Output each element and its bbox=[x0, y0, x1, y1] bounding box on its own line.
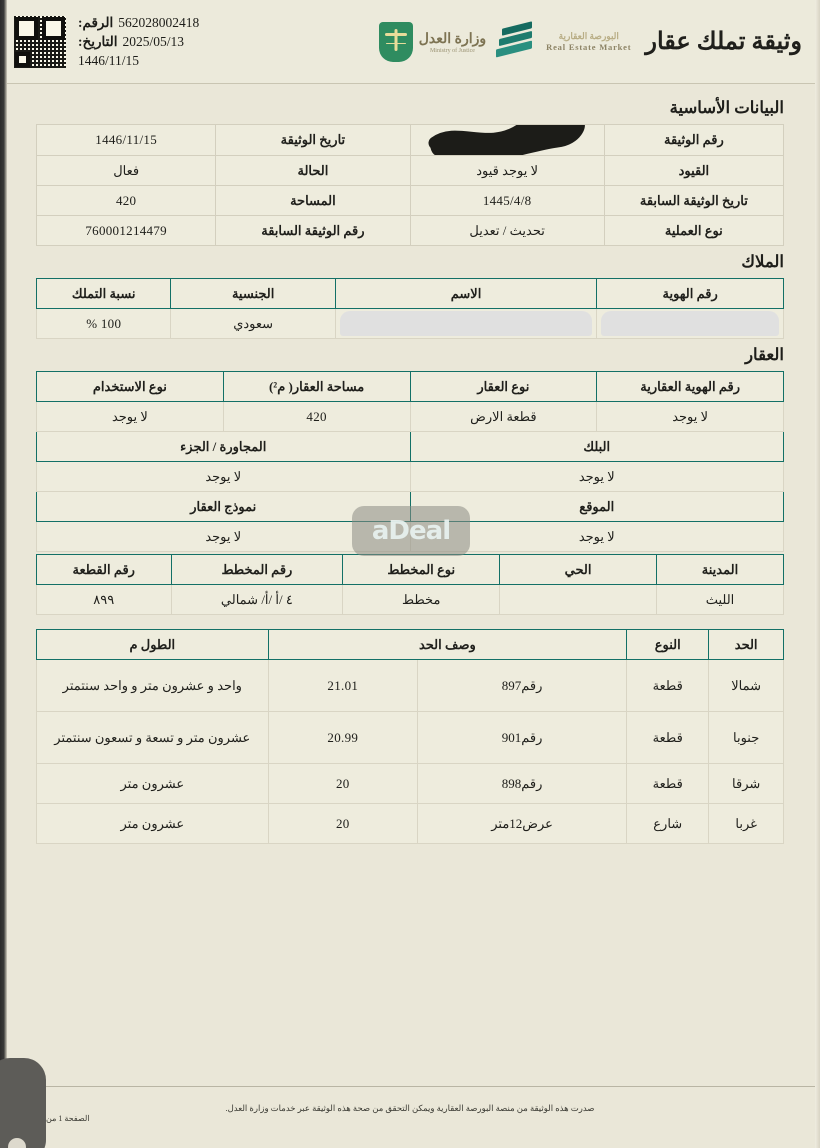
property-header-location: الموقع bbox=[410, 492, 784, 522]
rem-logo-en: Real Estate Market bbox=[546, 41, 632, 52]
real-estate-market-logo bbox=[546, 32, 631, 52]
doc-date-label: التاريخ: bbox=[78, 33, 118, 49]
basic-value-restrictions: لا يوجد قيود bbox=[410, 156, 604, 186]
overlay-handle-dot[interactable] bbox=[8, 1138, 26, 1148]
section-title-owners: الملاك bbox=[741, 252, 784, 271]
plan-value-plan-type: مخطط bbox=[343, 585, 500, 615]
bounds-type-west: شارع bbox=[627, 804, 709, 844]
property-value-area: 420 bbox=[223, 402, 410, 432]
section-title-basic: البيانات الأساسية bbox=[669, 98, 784, 117]
owners-header-name: الاسم bbox=[335, 279, 596, 309]
basic-label-doc-number: رقم الوثيقة bbox=[604, 125, 783, 156]
owners-header-nationality: الجنسية bbox=[171, 279, 335, 309]
property-header-type: نوع العقار bbox=[410, 372, 597, 402]
table-header-row bbox=[37, 492, 784, 522]
plan-header-plan-number: رقم المخطط bbox=[171, 555, 343, 585]
bounds-length-text-west: عشرون متر bbox=[37, 804, 269, 844]
header-title-logos bbox=[379, 21, 802, 63]
bounds-desc-north: رقم897 bbox=[418, 660, 627, 712]
bounds-length-text-east: عشرون متر bbox=[37, 764, 269, 804]
plan-value-city: الليث bbox=[657, 585, 784, 615]
table-header-row bbox=[37, 555, 784, 585]
property-header-area: مساحة العقار( م²) bbox=[223, 372, 410, 402]
moj-logo-en: Ministry of Justice bbox=[429, 47, 475, 54]
table-row bbox=[37, 585, 784, 615]
bounds-length-west: 20 bbox=[268, 804, 417, 844]
bounds-side-east: شرقا bbox=[709, 764, 784, 804]
bounds-header-length: الطول م bbox=[37, 630, 269, 660]
basic-label-prev-doc-number: رقم الوثيقة السابقة bbox=[216, 216, 410, 246]
bounds-header-desc: وصف الحد bbox=[268, 630, 627, 660]
property-header-usage: نوع الاستخدام bbox=[37, 372, 224, 402]
property-header-real-estate-id: رقم الهوية العقارية bbox=[597, 372, 784, 402]
plan-header-district: الحي bbox=[500, 555, 657, 585]
bounds-length-north: 21.01 bbox=[268, 660, 417, 712]
basic-data-table bbox=[36, 124, 784, 246]
basic-label-doc-date: تاريخ الوثيقة bbox=[216, 125, 410, 156]
table-row bbox=[37, 216, 784, 246]
bounds-side-south: جنوبا bbox=[709, 712, 784, 764]
bounds-header-side: الحد bbox=[709, 630, 784, 660]
table-row bbox=[37, 804, 784, 844]
property-value-model: لا يوجد bbox=[37, 522, 411, 552]
basic-value-prev-doc-date: 1445/4/8 bbox=[410, 186, 604, 216]
table-row bbox=[37, 186, 784, 216]
basic-label-prev-doc-date: تاريخ الوثيقة السابقة bbox=[604, 186, 783, 216]
property-header-neighborhood-part: المجاورة / الجزء bbox=[37, 432, 411, 462]
basic-label-operation-type: نوع العملية bbox=[604, 216, 783, 246]
plan-header-city: المدينة bbox=[657, 555, 784, 585]
table-row bbox=[37, 660, 784, 712]
table-row bbox=[37, 522, 784, 552]
bounds-desc-east: رقم898 bbox=[418, 764, 627, 804]
section-title-property: العقار bbox=[745, 345, 784, 364]
bounds-header-type: النوع bbox=[627, 630, 709, 660]
basic-value-doc-date: 1446/11/15 bbox=[37, 125, 216, 156]
doc-date-hijri: 1446/11/15 bbox=[78, 53, 140, 69]
header-meta-qr bbox=[14, 13, 199, 70]
table-header-row bbox=[37, 630, 784, 660]
bounds-length-east: 20 bbox=[268, 764, 417, 804]
owners-value-name bbox=[335, 309, 596, 339]
bounds-length-text-south: عشرون متر و تسعة و تسعون سنتمتر bbox=[37, 712, 269, 764]
bounds-type-south: قطعة bbox=[627, 712, 709, 764]
doc-number-value: 562028002418 bbox=[118, 14, 200, 30]
doc-date-gregorian: 2025/05/13 bbox=[122, 33, 185, 49]
property-value-location: لا يوجد bbox=[410, 522, 784, 552]
property-value-neighborhood-part: لا يوجد bbox=[37, 462, 411, 492]
basic-label-area: المساحة bbox=[216, 186, 410, 216]
plan-table bbox=[36, 554, 784, 615]
page-title: وثيقة تملك عقار bbox=[645, 29, 802, 55]
table-header-row bbox=[37, 279, 784, 309]
bounds-desc-west: عرض12متر bbox=[418, 804, 627, 844]
redaction-block-name bbox=[340, 311, 592, 336]
basic-value-prev-doc-number: 760001214479 bbox=[37, 216, 216, 246]
watermark-text: aDeal bbox=[371, 516, 451, 546]
screen-right-bezel bbox=[815, 0, 820, 1148]
owners-table bbox=[36, 278, 784, 339]
owners-value-share: 100 % bbox=[37, 309, 171, 339]
property-table bbox=[36, 371, 784, 552]
doc-number-label: الرقم: bbox=[78, 14, 114, 30]
owners-header-id: رقم الهوية bbox=[597, 279, 784, 309]
header-logos bbox=[379, 21, 632, 63]
table-row bbox=[37, 156, 784, 186]
bounds-type-east: قطعة bbox=[627, 764, 709, 804]
boundaries-table bbox=[36, 629, 784, 844]
basic-label-restrictions: القيود bbox=[604, 156, 783, 186]
basic-value-area: 420 bbox=[37, 186, 216, 216]
basic-value-operation-type: تحديث / تعديل bbox=[410, 216, 604, 246]
bounds-length-south: 20.99 bbox=[268, 712, 417, 764]
table-row bbox=[37, 402, 784, 432]
basic-label-status: الحالة bbox=[216, 156, 410, 186]
property-value-usage: لا يوجد bbox=[37, 402, 224, 432]
saudi-emblem-icon bbox=[379, 22, 413, 62]
ministry-of-justice-logo bbox=[379, 22, 486, 62]
plan-value-district bbox=[500, 585, 657, 615]
table-row bbox=[37, 712, 784, 764]
document-body bbox=[0, 84, 820, 844]
basic-value-doc-number bbox=[410, 125, 604, 156]
plan-header-plan-type: نوع المخطط bbox=[343, 555, 500, 585]
property-header-block: البلك bbox=[410, 432, 784, 462]
scribble-icon bbox=[427, 125, 587, 156]
property-value-block: لا يوجد bbox=[410, 462, 784, 492]
redaction-scribble bbox=[415, 127, 600, 153]
property-value-type: قطعة الارض bbox=[410, 402, 597, 432]
screen-left-bezel bbox=[0, 0, 7, 1148]
property-value-real-estate-id: لا يوجد bbox=[597, 402, 784, 432]
floating-overlay-panel[interactable] bbox=[0, 1058, 46, 1148]
table-header-row bbox=[37, 372, 784, 402]
document-meta bbox=[78, 13, 199, 70]
owners-header-share: نسبة التملك bbox=[37, 279, 171, 309]
plan-header-parcel-number: رقم القطعة bbox=[37, 555, 172, 585]
table-row bbox=[37, 462, 784, 492]
table-header-row bbox=[37, 432, 784, 462]
moj-logo-ar: وزارة العدل bbox=[418, 31, 487, 47]
table-row bbox=[37, 309, 784, 339]
bounds-length-text-north: واحد و عشرون متر و واحد سنتمتر bbox=[37, 660, 269, 712]
table-row bbox=[37, 764, 784, 804]
document-footer bbox=[0, 1086, 820, 1148]
qr-code-icon[interactable] bbox=[14, 16, 66, 68]
bounds-type-north: قطعة bbox=[627, 660, 709, 712]
redaction-block-id bbox=[601, 311, 779, 336]
table-row bbox=[37, 125, 784, 156]
plan-value-parcel-number: ٨٩٩ bbox=[37, 585, 172, 615]
owners-value-nationality: سعودي bbox=[171, 309, 335, 339]
footer-page-number: الصفحة 1 من bbox=[46, 1114, 90, 1123]
bounds-side-west: غربا bbox=[709, 804, 784, 844]
document-header bbox=[0, 0, 820, 84]
buildings-icon bbox=[496, 21, 536, 63]
basic-value-status: فعال bbox=[37, 156, 216, 186]
bounds-desc-south: رقم901 bbox=[418, 712, 627, 764]
plan-value-plan-number: ٤ /أ /أ/ شمالي bbox=[171, 585, 343, 615]
owners-value-id bbox=[597, 309, 784, 339]
footer-verification-note: صدرت هذه الوثيقة من منصة البورصة العقارية ويمكن التحقق من صحة هذه الوثيقة عبر خدمات وزارة العدل. bbox=[225, 1103, 595, 1113]
rem-logo-ar: البورصة العقارية bbox=[558, 30, 619, 41]
bounds-side-north: شمالا bbox=[709, 660, 784, 712]
property-header-model: نموذج العقار bbox=[37, 492, 411, 522]
